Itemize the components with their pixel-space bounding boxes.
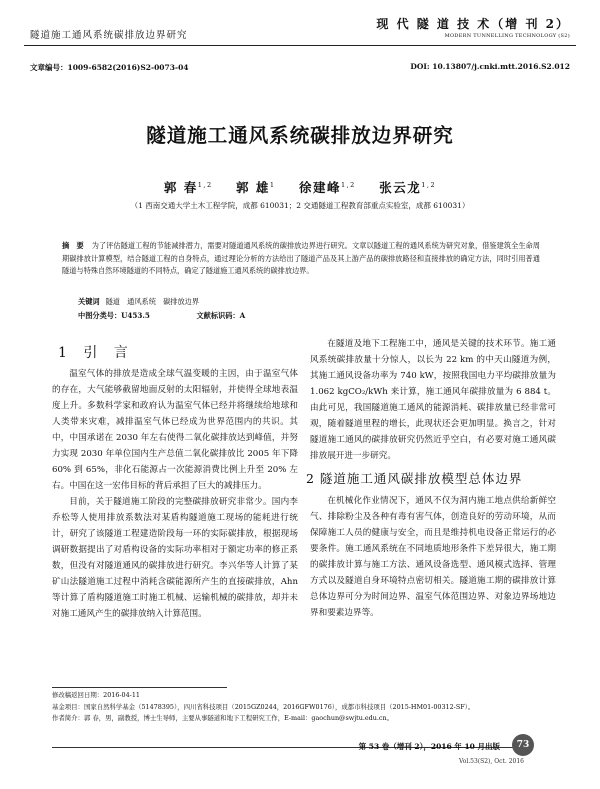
article-number: 文章编号：1009-6582(2016)S2-0073-04 [30,63,189,72]
doi: DOI: 10.13807/j.cnki.mtt.2016.S2.012 [410,62,570,71]
body-column-right [306,336,556,621]
author-name: 徐建峰 [298,180,341,195]
footnotes [52,690,552,725]
page-number-badge: 73 [512,734,534,756]
author-affil-marker: 1,2 [421,180,437,189]
author-name: 郭 雄 [236,180,270,195]
footnote-received: 修改稿返回日期：2016-04-11 [52,691,140,699]
journal-name-en: MODERN TUNNELLING TECHNOLOGY (S2) [444,33,570,39]
header-rule [24,45,576,46]
doc-code: A [239,311,246,320]
journal-name: 现 代 隧 道 技 术（增 刊 2） [376,17,570,31]
footnote-author: 作者简介：郭 春，男，副教授，博士生导师，主要从事隧道和地下工程研究工作，E-mail：gaochun@swjtu.edu.cn。 [52,714,394,722]
footnote-rule [52,687,227,688]
body-column-left [52,366,298,622]
author-affil-marker: 1 [269,180,276,189]
body-paragraph: 在隧道及地下工程施工中，通风是关键的技术环节。施工通风系统碳排放量十分惊人，以长为 22 km 的中天山隧道为例，其施工通风设备功率为 740 kW，按照我国电力平均碳排放量为 1.062 kgCO₂/kWh 来计算，施工通风年碳排放量为 6 884 t。由此可见，我国隧道施工通风的能源消耗、碳排放量已经非常可观，随着隧道里程的增长，此现状还会更加明显。换言之，针对隧道施工通风的碳排放研究仍然近乎空白，有必要对施工通风碳排放展开进一步研究。 [310,339,556,461]
issue-info: 第 53 卷（增刊 2），2016 年 10 月出版 [358,742,500,751]
body-paragraph: 在机械化作业情况下，通风不仅为洞内施工地点供给新鲜空气、排除粉尘及各种有毒有害气体，创造良好的劳动环境，从而保障施工人员的健康与安全，而且是维持机电设备正常运行的必要条件。施工通风系统在不同地质地形条件下差异很大，施工期的碳排放计算与施工方法、通风设备选型、通风模式选择、管理方式以及隧道自身环境特点密切相关。隧道施工期的碳排放计算总体边界可分为时间边界、温室气体范围边界、对象边界场地边界和要素边界等。 [310,496,556,618]
author-name: 郭 春 [163,180,198,195]
author-affil-marker: 1,2 [340,180,356,189]
abstract-text: 为了评估隧道工程的节能减排潜力，需要对隧道通风系统的碳排放边界进行研究。文章以隧道工程的通风系统为研究对象，借鉴建筑全生命周期碳排放计算模型，结合隧道工程的自身特点，通过理论分析的方法给出了隧道产品及其上游产品的碳排放路径和直接排放的确定方法，同时引用普通隧道与特殊自然环境隧道的不同特点，确定了隧道施工通风系统的碳排放边界。 [62,241,540,276]
body-paragraph: 目前，关于隧道施工阶段的完整碳排放研究非常少。国内李乔松等人使用排放系数法对某盾构隧道施工现场的能耗进行统计，研究了该隧道工程建造阶段每一环的实际碳排放，根据现场调研数据提出了对盾构设备的实际功率相对于额定功率的修正系数，但没有对隧道通风的碳排放进行研究。李兴华等人计算了某矿山法隧道施工过程中消耗含碳能源所产生的直接碳排放，Ahn 等计算了盾构隧道施工时施工机械、运输机械的碳排放，却并未对施工通风产生的碳排放纳入计算范围。 [52,497,298,619]
clc-code: U453.5 [121,311,150,320]
section-heading-model-boundary: 2 隧道施工通风碳排放模型总体边界 [306,471,523,486]
running-head-title: 隧道施工通风系统碳排放边界研究 [30,30,188,41]
keywords-label: 关键词 [78,297,100,306]
author-affil-marker: 1,2 [197,180,213,189]
author-name: 张云龙 [379,180,422,195]
footnote-funding: 基金项目：国家自然科学基金（51478395），四川省科技项目（2015GZ0244，2016GFW0176），成都市科技项目（2015-HM01-00312-SF）。 [52,702,475,711]
keywords [78,297,199,307]
body-paragraph: 温室气体的排放是造成全球气温变暖的主因，由于温室气体的存在，大气能够截留地面反射的太阳辐射，并使得全球地表温度上升。多数科学家和政府认为温室气体已经并将继续给地球和人类带来灾难，减排温室气体已经成为世界范围内的共识。其中，中国承诺在 2030 年左右使得二氧化碳排放达到峰值，并努力实现 2030 年单位国内生产总值二氧化碳排放比 2005 年下降 60% 到 65%，非化石能源占一次能源消费比例上升至 20% 左右。中国在这一宏伟目标的背后承担了巨大的减排压力。 [52,369,298,491]
abstract [62,240,540,278]
clc-label: 中图分类号： [78,311,122,320]
abstract-label: 摘 要 [62,241,84,250]
doc-code-label: 文献标识码： [196,311,240,320]
classification [78,311,245,321]
keywords-text: 隧道 通风系统 碳排放边界 [105,297,200,306]
paper-title: 隧道施工通风系统碳排放边界研究 [146,124,454,147]
author-list [0,178,600,196]
volume-line: Vol.53(S2), Oct. 2016 [458,758,524,765]
affiliations: （1 西南交通大学土木工程学院，成都 610031；2 交通隧道工程教育部重点实验室，成都 610031） [130,201,470,210]
section-heading-introduction: 1 引 言 [58,345,134,361]
